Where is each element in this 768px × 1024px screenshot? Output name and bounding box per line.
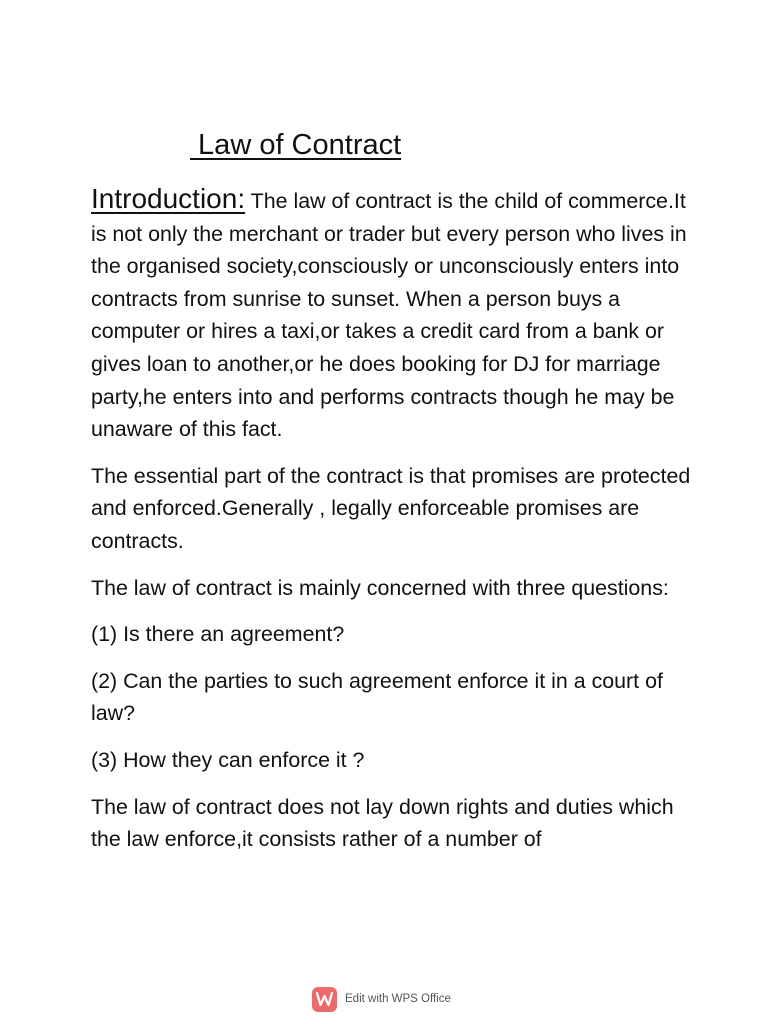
document-body bbox=[91, 183, 691, 870]
paragraph-three-questions: The law of contract is mainly concerned with three questions: bbox=[91, 575, 669, 600]
intro-text: The law of contract is the child of commerce.It is not only the merchant or trader but every person who lives in the organised society,consciously or unconsciously enters into contracts from sunrise to sunset. When a person buys a computer or hires a taxi,or takes a credit card from a bank or gives loan to another,or he does booking for DJ for marriage party,he enters into and performs contracts though he may be unaware of this fact. bbox=[91, 189, 687, 442]
paragraph-essential-part: The essential part of the contract is that promises are protected and enforced.Generally , legally enforceable promises are contracts. bbox=[91, 463, 691, 553]
intro-paragraph bbox=[91, 183, 691, 446]
question-2: (2) Can the parties to such agreement enforce it in a court of law? bbox=[91, 668, 663, 726]
question-3: (3) How they can enforce it ? bbox=[91, 747, 365, 772]
question-1: (1) Is there an agreement? bbox=[91, 622, 345, 647]
wps-footer[interactable] bbox=[312, 985, 451, 1013]
wps-office-logo-icon bbox=[312, 987, 337, 1012]
document-title: Law of Contract bbox=[190, 129, 402, 161]
paragraph-rights-duties: The law of contract does not lay down rights and duties which the law enforce,it consists rather of a number of bbox=[91, 794, 674, 852]
edit-with-wps-label: Edit with WPS Office bbox=[345, 993, 451, 1005]
intro-heading: Introduction: bbox=[91, 183, 246, 214]
